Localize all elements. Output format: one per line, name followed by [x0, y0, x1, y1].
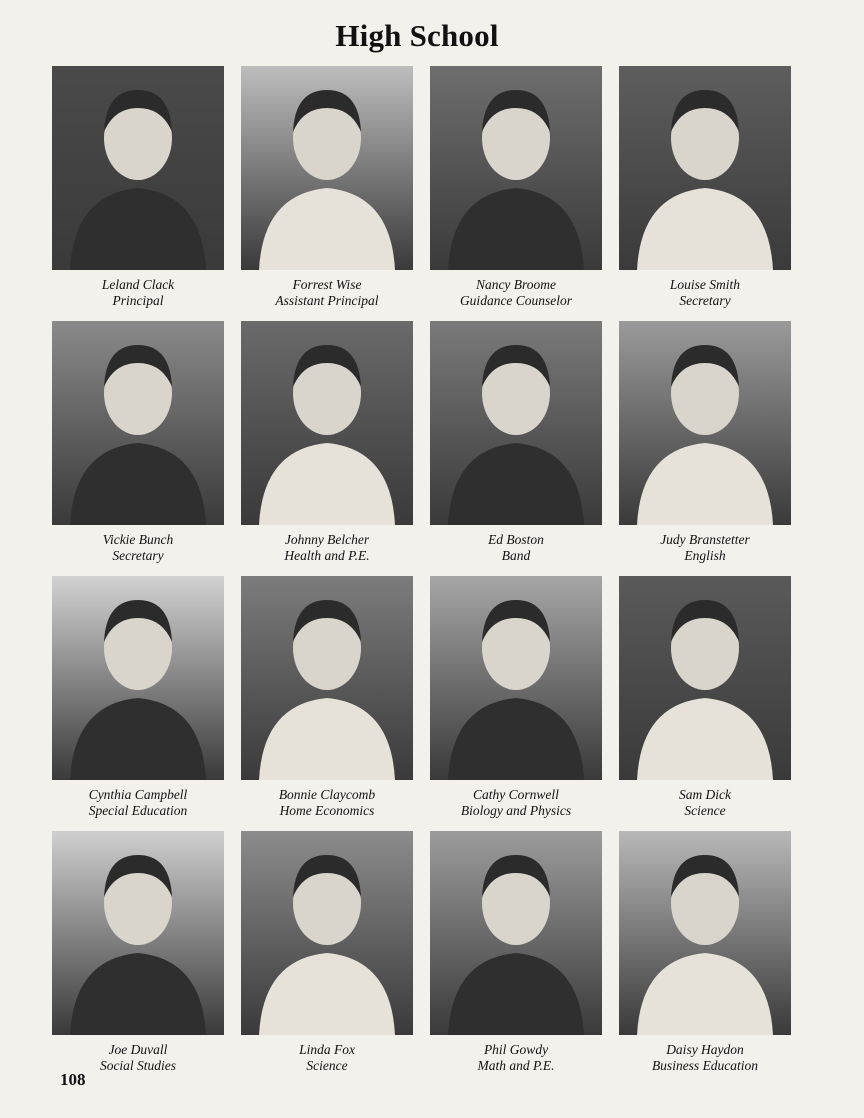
staff-photo	[52, 576, 224, 780]
staff-role: Science	[684, 803, 726, 818]
staff-role: Math and P.E.	[477, 1058, 555, 1073]
portrait-silhouette-icon	[430, 576, 602, 780]
staff-card	[619, 66, 791, 321]
portrait-silhouette-icon	[52, 576, 224, 780]
staff-caption	[619, 277, 791, 309]
staff-photo	[52, 321, 224, 525]
staff-caption	[430, 532, 602, 564]
staff-name: Vickie Bunch	[102, 532, 174, 547]
staff-role: Science	[306, 1058, 348, 1073]
staff-card	[430, 831, 602, 1086]
staff-photo	[241, 321, 413, 525]
page-title: High School	[335, 18, 499, 53]
staff-name: Phil Gowdy	[483, 1042, 549, 1057]
staff-name: Linda Fox	[299, 1042, 355, 1057]
portrait-silhouette-icon	[52, 831, 224, 1035]
staff-role: Business Education	[651, 1058, 759, 1073]
staff-card	[241, 831, 413, 1086]
staff-grid	[52, 66, 792, 1086]
staff-caption	[619, 532, 791, 564]
staff-name: Forrest Wise	[292, 277, 362, 292]
portrait-silhouette-icon	[52, 321, 224, 525]
staff-caption	[241, 277, 413, 309]
staff-card	[52, 66, 224, 321]
staff-caption	[241, 787, 413, 819]
staff-role: Health and P.E.	[284, 548, 370, 563]
staff-photo	[619, 321, 791, 525]
page-number: 108	[60, 1070, 86, 1089]
staff-role: Social Studies	[99, 1058, 177, 1073]
staff-photo	[619, 66, 791, 270]
staff-card	[241, 576, 413, 831]
staff-role: Guidance Counselor	[459, 293, 573, 308]
staff-photo	[430, 66, 602, 270]
staff-name: Cathy Cornwell	[473, 787, 559, 802]
staff-role: Band	[501, 548, 531, 563]
staff-photo	[52, 831, 224, 1035]
staff-card	[430, 321, 602, 576]
staff-caption	[430, 277, 602, 309]
staff-role: Secretary	[679, 293, 731, 308]
portrait-silhouette-icon	[619, 576, 791, 780]
staff-role: Assistant Principal	[275, 293, 379, 308]
staff-caption	[241, 532, 413, 564]
staff-caption	[619, 1042, 791, 1074]
staff-name: Cynthia Campbell	[88, 787, 188, 802]
staff-card	[619, 831, 791, 1086]
staff-caption	[430, 787, 602, 819]
portrait-silhouette-icon	[619, 66, 791, 270]
portrait-silhouette-icon	[619, 831, 791, 1035]
portrait-silhouette-icon	[430, 321, 602, 525]
staff-role: Special Education	[88, 803, 188, 818]
staff-photo	[52, 66, 224, 270]
staff-name: Joe Duvall	[108, 1042, 168, 1057]
staff-caption	[430, 1042, 602, 1074]
staff-card	[430, 66, 602, 321]
staff-role: Home Economics	[279, 803, 375, 818]
portrait-silhouette-icon	[241, 576, 413, 780]
staff-photo	[619, 831, 791, 1035]
portrait-silhouette-icon	[241, 321, 413, 525]
staff-caption	[52, 532, 224, 564]
staff-card	[52, 576, 224, 831]
staff-name: Daisy Haydon	[666, 1042, 744, 1057]
portrait-silhouette-icon	[619, 321, 791, 525]
staff-photo	[241, 831, 413, 1035]
staff-card	[52, 321, 224, 576]
staff-caption	[52, 277, 224, 309]
staff-name: Ed Boston	[488, 532, 544, 547]
staff-name: Judy Branstetter	[660, 532, 750, 547]
staff-caption	[241, 1042, 413, 1074]
staff-role: Principal	[112, 293, 164, 308]
staff-card	[619, 576, 791, 831]
portrait-silhouette-icon	[430, 66, 602, 270]
staff-photo	[241, 576, 413, 780]
portrait-silhouette-icon	[241, 66, 413, 270]
staff-role: English	[684, 548, 726, 563]
portrait-silhouette-icon	[52, 66, 224, 270]
staff-photo	[430, 831, 602, 1035]
staff-role: Biology and Physics	[460, 803, 572, 818]
staff-caption	[52, 787, 224, 819]
staff-card	[52, 831, 224, 1086]
portrait-silhouette-icon	[241, 831, 413, 1035]
staff-photo	[241, 66, 413, 270]
staff-card	[241, 66, 413, 321]
staff-photo	[619, 576, 791, 780]
staff-name: Louise Smith	[669, 277, 741, 292]
staff-photo	[430, 321, 602, 525]
staff-name: Leland Clack	[101, 277, 175, 292]
staff-photo	[430, 576, 602, 780]
portrait-silhouette-icon	[430, 831, 602, 1035]
staff-name: Johnny Belcher	[284, 532, 370, 547]
staff-role: Secretary	[112, 548, 164, 563]
staff-name: Nancy Broome	[475, 277, 557, 292]
staff-name: Bonnie Claycomb	[278, 787, 376, 802]
staff-card	[241, 321, 413, 576]
staff-caption	[619, 787, 791, 819]
staff-card	[430, 576, 602, 831]
staff-card	[619, 321, 791, 576]
staff-name: Sam Dick	[678, 787, 732, 802]
